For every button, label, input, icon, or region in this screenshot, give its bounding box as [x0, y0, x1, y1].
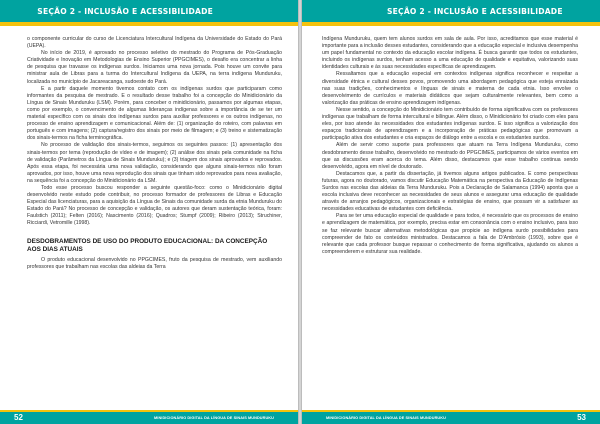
paragraph: E a partir daquele momento tivemos contato com os indígenas surdos que participaram como informantes da pesquisa de mestrado. E o resultado desse trabalho foi a concepção do Minidicionário da Língua de Sinais Munduruku (LSM). Porém, para conceber o minidicionário, passamos por algumas etapas, como por exemplo, o convencimento de algumas lideranças indígenas sobre a importância de se ter um material específico com os sinais dos indígenas surdos para auxiliar professores e os outros indígenas, no processo de ensino aprendizagem e comunicacional. Além de: (1) organização do roteiro, com palavras em português e com imagens; (2) captura/registro dos sinais por meio de filmagem; e (3) treino e sistematização dos sinais-termos na ficha terminográfica. [27, 85, 282, 142]
page-number: 52 [14, 413, 23, 422]
footer-stripe [302, 410, 600, 412]
footer-band [0, 410, 298, 424]
paragraph: Indígena Munduruku, quem tem alunos surdos em sala de aula. Por isso, acreditamos que esse material é importante para a inclusão desses estudantes, considerando que a educação especial e inclusiva desempenha um papel fundamental no contexto da educação escolar indígena. É busca garantir que todos os estudantes, incluindo os indígenas surdos, tenham acesso a uma educação de qualidade e equitativa, valorizando suas identidades culturais e às suas necessidades específicas de aprendizagem. [322, 36, 578, 71]
paragraph: Além de servir como suporte para professores que atuam na Terra Indígena Munduruku, como desdobramento desse trabalho, desenvolvido no mestrado do PPGCIMES, participamos de vários eventos em que as discussões eram acerca do tema. Além disso, destacamos que esse trabalho continua sendo desenvolvido, agora em nível de doutorado. [322, 142, 578, 170]
left-page-body [27, 36, 282, 271]
paragraph: No início de 2019, é aprovado no processo seletivo do mestrado do Programa de Pós-Graduação Criatividade e Inovação em Metodologias de Ensino Superior (PPGCIMES), o desafio era concentrar a linha de pesquisa que travasse os indígenas surdos. Iniciamos uma nova jornada. Pois houve um convite para ministrar aula de Libras para a turma do Intercultural Indígena da UEPA, na terra indígena Munduruku, localizada no município de Jacareacanga, sudoeste do Pará. [27, 50, 282, 85]
section-title: SEÇÃO 2 - INCLUSÃO E ACESSIBILIDADE [387, 7, 563, 16]
header-band [0, 0, 298, 26]
paragraph: Para se ter uma educação especial de qualidade e para todos, é necessário que os processos de ensino e aprendizagem de matemática, por exemplo, precisa estar em consonância com o ensino inclusivo, para isso se faz relevante buscar alternativas metodológicas que propicie ao indígena surdo possibilidades para compreender de fato os conteúdos ministrados. Destacamos a fala de D'Ambrósio (1993), sobre que é relevante que cada professor busque repassar o conhecimento de forma significativa, ajudando os alunos a compreenderem e estruturar sua realidade. [322, 213, 578, 255]
footer-title: MINIDICIONÁRIO DIGITAL DA LÍNGUA DE SINAIS MUNDURUKU [326, 416, 446, 420]
header-stripe [302, 22, 600, 26]
section-title: SEÇÃO 2 - INCLUSÃO E ACESSIBILIDADE [37, 7, 213, 16]
section-heading: DESDOBRAMENTOS DE USO DO PRODUTO EDUCACIONAL: DA CONCEPÇÃO AOS DIAS ATUAIS [27, 237, 268, 253]
right-page [302, 0, 600, 424]
header-band [302, 0, 600, 26]
footer-band [302, 410, 600, 424]
footer-stripe [0, 410, 298, 412]
paragraph: No processo de validação dos sinais-termos, seguimos os seguintes passos: (1) apresentação dos sinais-termos por tema (reprodução de vídeo e de imagem); (2) análise dos sinais pela comunidade na ficha de validação (Parâmetros da Língua de Sinais Munduruku); e (3) triagem dos sinais aprovados e reprovados. Após essa etapa, foi necessária uma nova validação, considerando que alguns sinais-termos não foram aprovados, por isso, houve uma nova reprodução dos sinais que tinham sido reprovados para nova avaliação, na sequência foi a concepção do Minidicionário da LSM. [27, 142, 282, 184]
page-number: 53 [577, 413, 586, 422]
paragraph: o componente curricular do curso de Licenciatura Intercultural Indígena da Universidade do Estado do Pará (UEPA). [27, 36, 282, 50]
left-page [0, 0, 298, 424]
paragraph: Nesse sentido, a concepção do Minidicionário tem contribuído de forma significativa com os professores indígenas que trabalham de forma intercultural e bilíngue. Além disso, o Minidicionário foi criado com eles para eles, por isso atende às necessidades dos estudantes indígenas surdos. E isso significa a valorização dos espaços tradicionais de aprendizagem e a incorporação de práticas pedagógicas que promovam a participação ativa dos estudantes e cria espaços de diálogo entre a escola e os estudantes surdos. [322, 106, 578, 142]
footer-title: MINIDICIONÁRIO DIGITAL DA LÍNGUA DE SINAIS MUNDURUKU [154, 416, 274, 420]
right-page-body [322, 36, 578, 256]
paragraph: Destacamos que, a partir da dissertação, já tivemos alguns artigos publicados. E como perspectivas futuras, agora no doutorado, vamos discutir Educação Matemática na perspectiva da Educação de Indígenas Surdos nas escolas das aldeias da Terra Munduruku. Pois a Declaração de Salamanca (1994) aponta que a escola inclusiva deve reconhecer as necessidades de seus alunos e assegurar uma educação de qualidade através de arranjos pedagógicos, organizacionais e estratégias de ensino, que possam vir a satisfazer as necessidades educativas de estudantes com deficiência. [322, 170, 578, 213]
paragraph: Todo esse processo buscou responder a seguinte questão-foco: como o Minidicionário digital desenvolvido neste estudo pode contribuir, no processo formador de professores de Libras e Educação Especial das licenciaturas, para a aquisição da Língua de Sinais da comunidade surda da etnia Munduruku do Estado do Pará? No processo de concepção e validação, os autores que deram sustentação teórica, foram: Faulstich (2011); Felten (2016); Nascimento (2016); Quadros; Stumpf (2009); Ribeiro (2013); Struchiner, Ricciardi, Vetromille (1998). [27, 184, 282, 227]
paragraph: O produto educacional desenvolvido no PPGCIMES, fruto da pesquisa de mestrado, vem auxiliando professores que trabalham nas escolas das aldeias da Terra [27, 256, 282, 270]
paragraph: Ressaltamos que a educação especial em contextos indígenas significa reconhecer e respeitar a diversidade étnica e cultural desses povos, promovendo uma abordagem pedagógica que esteja enraizada nas suas tradições, conhecimentos e línguas de sinais e materna de cada etnia. Isso envolve o desenvolvimento de currículos e materiais didáticos que sejam culturalmente relevantes, bem como a valorização das práticas de ensino aprendizagem indígenas. [322, 71, 578, 106]
header-stripe [0, 22, 298, 26]
